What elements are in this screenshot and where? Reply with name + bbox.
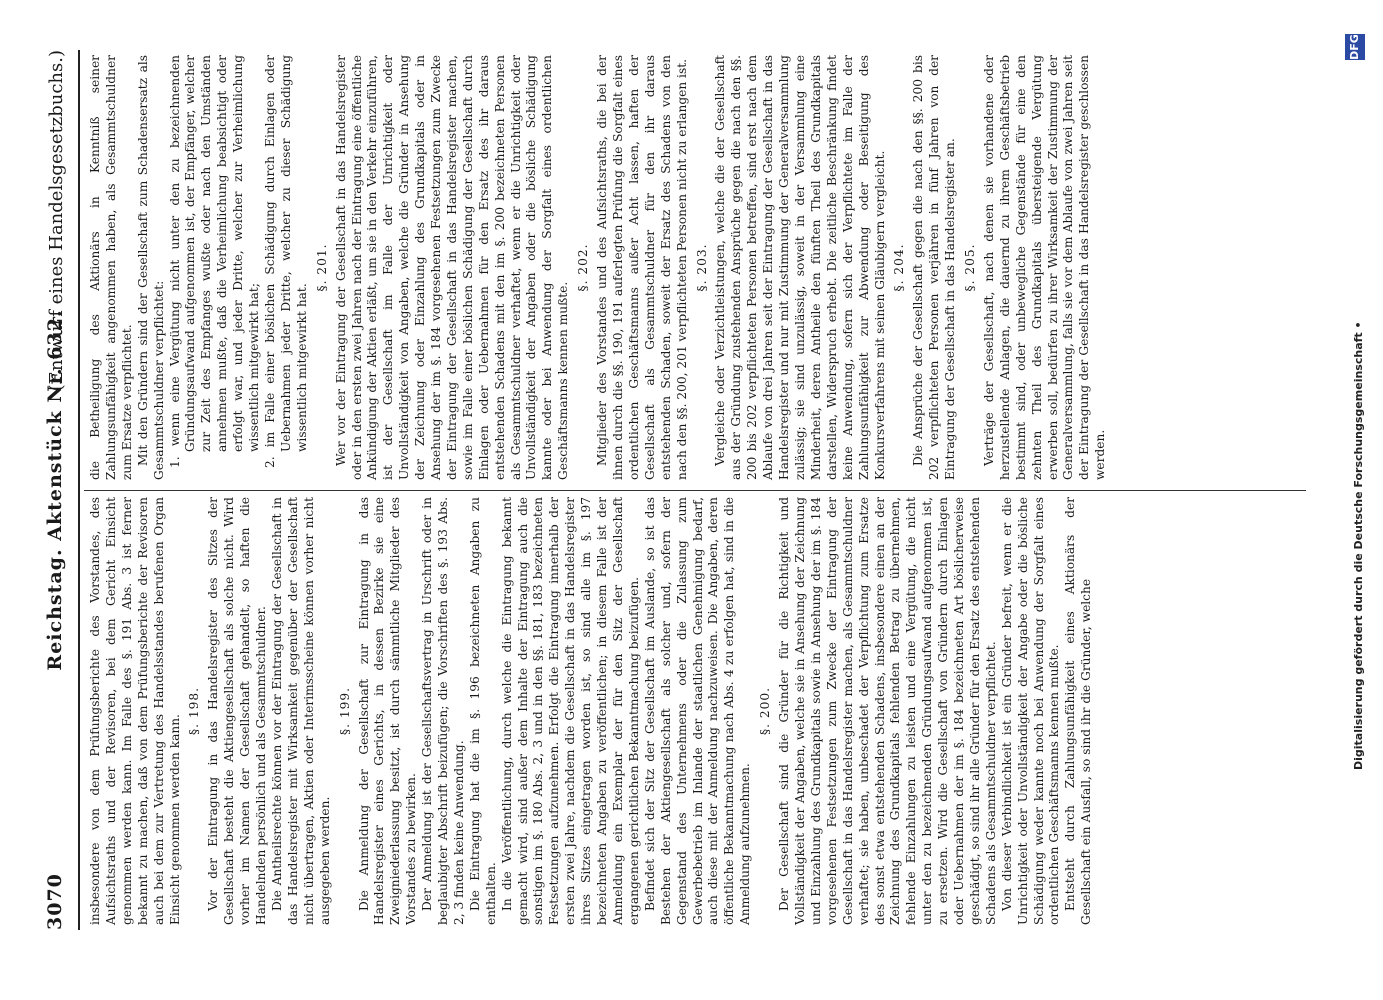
paragraph: Vor der Eintragung in das Handelsregister des Sitzes der Gesellschaft besteht die Aktiengesellschaft als solche nicht. Wird vorher im Namen der Gesellschaft gehandelt, so haften die Handelnden persönlich und als Gesammtschuldner. (206, 497, 269, 925)
section-heading: §. 201. (314, 243, 329, 292)
paragraph: Der Anmeldung ist der Gesellschaftsvertrag in Urschrift oder in beglaubigter Abschrift beizufügen; die Vorschriften des §. 193 Abs. 2, 3 finden keine Anwendung. (420, 497, 466, 925)
paragraph: Mitglieder des Vorstandes und des Aufsichtsraths, die bei der ihnen durch die §§. 190, 191 auferlegten Prüfung die Sorgfalt eines ordentlichen Geschäftsmanns außer Acht lassen, haften der Gesellschaft als Gesammtschuldner für den ihr daraus entstehenden Schaden, soweit der Ersatz des Schadens von den nach den §§. 200, 201 verpflichteten Personen nicht zu erlangen ist. (595, 55, 689, 480)
section-heading: §. 200. (758, 687, 773, 735)
list-item: 1. wenn eine Vergütung nicht unter den zu bezeichnenden Gründungsaufwand aufgenommen ist, der Empfänger, welcher zur Zeit des Empfanges wußte oder nach den Umständen annehmen mußte, daß die Verheimlichung beabsichtigt oder erfolgt war, und jeder Dritte, welcher zur Verheimlichung wissentlich mitgewirkt hat; (167, 55, 262, 468)
paragraph: Von dieser Verbindlichkeit ist ein Gründer befreit, wenn er die Unrichtigkeit oder Unvollständigkeit der Angabe oder die bösliche Schädigung weder kannte noch bei Anwendung der Sorgfalt eines ordentlichen Geschäftsmanns kennen mußte. (999, 497, 1062, 925)
header-rule (78, 50, 80, 930)
page-number: 3070 (44, 873, 66, 930)
section-heading: §. 202. (576, 243, 591, 292)
section-heading: §. 199. (337, 687, 352, 735)
page-header (38, 50, 78, 930)
paragraph: Befindet sich der Sitz der Gesellschaft im Auslande, so ist das Bestehen der Aktiengesellschaft als solcher und, sofern der Gegenstand des Unternehmens oder die Zulassung zum Gewerbebetrieb im Inlande der staatlichen Genehmigung bedarf, auch diese mit der Anmeldung nachzuweisen. Die Angaben, deren öffentliche Bekanntmachung nach Abs. 4 zu erfolgen hat, sind in die Anmeldung aufzunehmen. (642, 497, 753, 925)
paragraph: Verträge der Gesellschaft, nach denen sie vorhandene oder herzustellende Anlagen, die dauernd zu ihrem Geschäftsbetrieb bestimmt sind, oder unbewegliche Gegenstände für eine den zehnten Theil des Grundkapitals übersteigende Vergütung erwerben soll, bedürfen zu ihrer Wirksamkeit der Zustimmung der Generalversammlung, falls sie vor dem Ablaufe von zwei Jahren seit der Eintragung der Gesellschaft in das Handelsregister geschlossen werden. (981, 55, 1108, 480)
paragraph: Die Eintragung hat die im §. 196 bezeichneten Angaben zu enthalten. (467, 497, 498, 925)
paragraph: Wer vor der Eintragung der Gesellschaft in das Handelsregister oder in den ersten zwei Jahren nach der Eintragung eine öffentliche Ankündigung der Aktien erläßt, um sie in den Verkehr einzuführen, ist der Gesellschaft im Falle der Unrichtigkeit oder Unvollständigkeit von Angaben, welche die Gründer in Ansehung der Zeichnung oder Einzahlung des Grundkapitals oder in Ansehung der im §. 184 vorgesehenen Festsetzungen zum Zwecke der Eintragung der Gesellschaft in das Handelsregister machen, sowie im Falle einer böslichen Schädigung der Gesellschaft durch Einlagen oder Uebernahmen für den Ersatz des ihr daraus entstehenden Schadens mit den im §. 200 bezeichneten Personen als Gesammtschuldner verhaftet, wenn er die Unrichtigkeit oder Unvollständigkeit der Angaben oder die bösliche Schädigung kannte oder bei Anwendung der Sorgfalt eines ordentlichen Geschäftsmanns kennen mußte. (333, 55, 571, 480)
paragraph: insbesondere von dem Prüfungsberichte des Vorstandes, des Aufsichtsraths und der Revisoren, bei dem Gericht Einsicht genommen werden kann. Im Falle des §. 191 Abs. 3 ist ferner bekannt zu machen, daß von dem Prüfungsberichte der Revisoren auch bei dem zur Vertretung des Handelsstandes berufenen Organ Einsicht genommen werden kann. (88, 497, 182, 925)
header-title: Reichstag. Aktenstück Nr. 632. (44, 309, 66, 671)
list-item: 2. im Falle einer böslichen Schädigung durch Einlagen oder Uebernahmen jeder Dritte, welcher zu dieser Schädigung wissentlich mitgewirkt hat. (262, 55, 309, 468)
paragraph: Die Ansprüche der Gesellschaft gegen die nach den §§. 200 bis 202 verpflichteten Personen verjähren in fünf Jahren von der Eintragung der Gesellschaft in das Handelsregister an. (911, 55, 958, 480)
left-text-column (88, 497, 1095, 925)
section-heading: §. 203. (694, 243, 709, 292)
paragraph: In die Veröffentlichung, durch welche die Eintragung bekannt gemacht wird, sind außer dem Inhalte der Eintragung auch die sonstigen im §. 180 Abs. 2, 3 und in den §§. 181, 183 bezeichneten Festsetzungen aufzunehmen. Erfolgt die Eintragung innerhalb der ersten zwei Jahre, nachdem die Gesellschaft in das Handelsregister ihres Sitzes eingetragen worden ist, so sind alle im §. 197 bezeichneten Angaben zu veröffentlichen; in diesem Falle ist der Anmeldung ein Exemplar der für den Sitz der Gesellschaft ergangenen gerichtlichen Bekanntmachung beizufügen. (499, 497, 641, 925)
right-text-column (88, 55, 1109, 480)
paragraph: Vergleiche oder Verzichtleistungen, welche die der Gesellschaft aus der Gründung zustehenden Ansprüche gegen die nach den §§. 200 bis 202 verpflichteten Personen betreffen, sind erst nach dem Ablaufe von drei Jahren seit der Eintragung der Gesellschaft in das Handelsregister und nur mit Zustimmung der Generalversammlung zulässig; sie sind unzulässig, soweit in der Versammlung eine Minderheit, deren Antheile den fünften Theil des Grundkapitals darstellen, Widerspruch erhebt. Die zeitliche Beschränkung findet keine Anwendung, sofern sich der Verpflichtete im Falle der Zahlungsunfähigkeit zur Abwendung oder Beseitigung des Konkursverfahrens mit seinen Gläubigern vergleicht. (713, 55, 887, 480)
paragraph: Entsteht durch Zahlungsunfähigkeit eines Aktionärs der Gesellschaft ein Ausfall, so sind ihr die Gründer, welche (1063, 497, 1094, 925)
paragraph: Mit den Gründern sind der Gesellschaft zum Schadensersatz als Gesammtschuldner verpflichtet: (135, 55, 166, 480)
dfg-logo: DFG (1345, 34, 1365, 60)
paragraph: Die Antheilsrechte können vor der Eintragung der Gesellschaft in das Handelsregister mit Wirksamkeit gegenüber der Gesellschaft nicht übertragen, Aktien oder Interimsscheine können vorher nicht ausgegeben werden. (269, 497, 332, 925)
section-heading: §. 204. (892, 243, 907, 292)
section-heading: §. 205. (963, 243, 978, 292)
section-heading: §. 198. (187, 687, 202, 735)
paragraph: die Betheiligung des Aktionärs in Kenntniß seiner Zahlungsunfähigkeit angenommen haben, als Gesammtschuldner zum Ersatze verpflichtet. (88, 55, 134, 480)
column-divider (84, 490, 1306, 491)
paragraph: Der Gesellschaft sind die Gründer für die Richtigkeit und Vollständigkeit der Angaben, welche sie in Ansehung der Zeichnung und Einzahlung des Grundkapitals sowie in Ansehung der im §. 184 vorgesehenen Festsetzungen zum Zwecke der Eintragung der Gesellschaft in das Handelsregister machen, als Gesammtschuldner verhaftet; sie haben, unbeschadet der Verpflichtung zum Ersatze des sonst etwa entstehenden Schadens, insbesondere einen an der Zeichnung des Grundkapitals fehlenden Betrag zu übernehmen, fehlende Einzahlungen zu leisten und eine Vergütung, die nicht unter den zu bezeichnenden Gründungsaufwand aufgenommen ist, zu ersetzen. Wird die Gesellschaft von Gründern durch Einlagen oder Uebernahmen der im §. 184 bezeichneten Art böslicherweise geschädigt, so sind ihr alle Gründer für den Ersatz des entstehenden Schadens als Gesammtschuldner verpflichtet. (777, 497, 998, 925)
paragraph: Die Anmeldung der Gesellschaft zur Eintragung in das Handelsregister eines Gerichts, in dessen Bezirke sie eine Zweigniederlassung besitzt, ist durch sämmtliche Mitglieder des Vorstandes zu bewirken. (356, 497, 419, 925)
header-right-title: (Entwurf eines Handelsgesetzbuchs.) (46, 50, 67, 392)
digitization-footer: Digitalisierung gefördert durch die Deutsche Forschungsgemeinschaft • (1352, 321, 1365, 770)
